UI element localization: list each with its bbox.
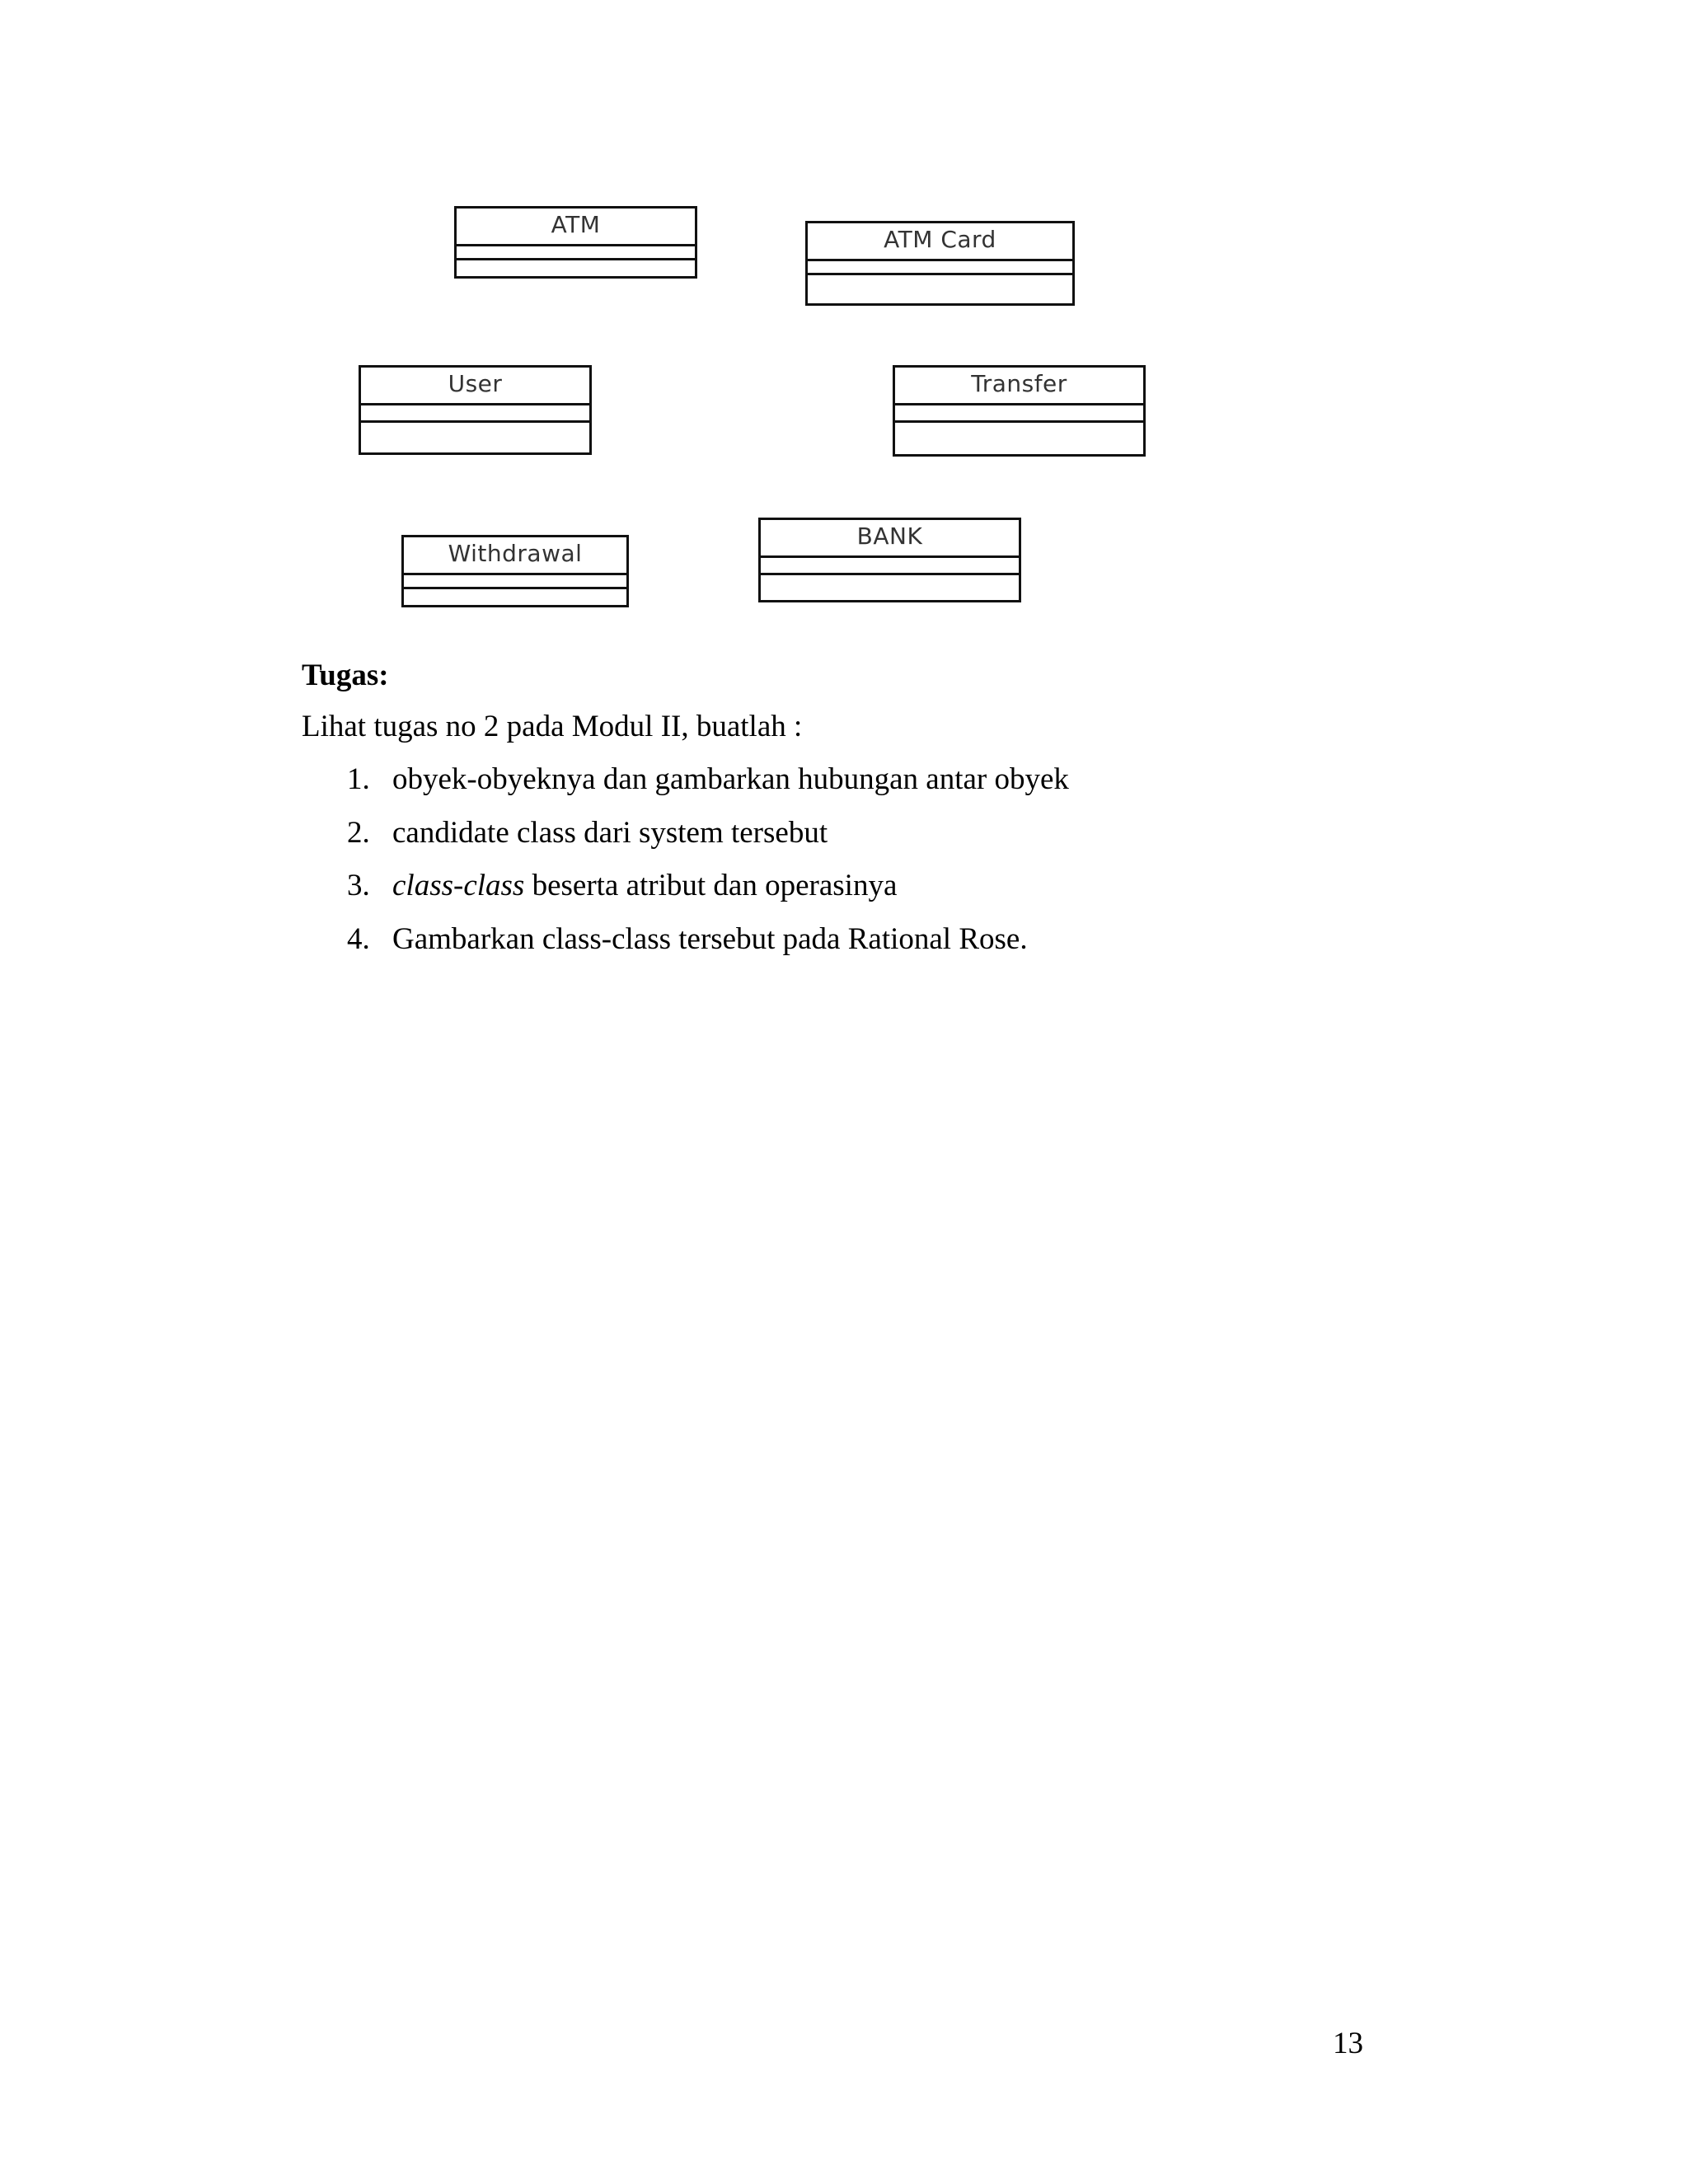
- list-item-text: [392, 866, 897, 906]
- list-item-text: [392, 813, 828, 853]
- list-item-text: [392, 760, 1069, 799]
- class-operations-compartment: [808, 275, 1072, 303]
- class-attributes-compartment: [361, 405, 589, 423]
- list-item-number: 2.: [347, 815, 370, 850]
- class-box-withdrawal: [401, 535, 629, 607]
- list-item-number: 4.: [347, 921, 370, 956]
- page-number: 13: [1333, 2027, 1363, 2060]
- task-heading: Tugas:: [302, 658, 389, 692]
- class-attributes-compartment: [761, 558, 1019, 575]
- class-attributes-compartment: [404, 575, 626, 589]
- class-name: BANK: [761, 520, 1019, 558]
- class-box-atm-card: [805, 221, 1075, 306]
- list-item-text-plain: obyek-obyeknya dan gambarkan hubungan antar obyek: [392, 762, 1069, 796]
- class-name: ATM Card: [808, 223, 1072, 261]
- class-name: User: [361, 368, 589, 405]
- list-item-text-plain: Gambarkan class-class tersebut pada Rational Rose.: [392, 921, 1028, 956]
- class-operations-compartment: [761, 575, 1019, 600]
- list-item-number: 3.: [347, 869, 370, 902]
- class-box-atm: [454, 206, 697, 279]
- class-box-transfer: [893, 365, 1146, 457]
- class-box-bank: [758, 518, 1021, 602]
- list-item-text: [392, 920, 1028, 959]
- list-item-number: 1.: [347, 762, 370, 796]
- class-operations-compartment: [457, 260, 695, 276]
- class-name: Withdrawal: [404, 537, 626, 575]
- class-operations-compartment: [404, 589, 626, 605]
- class-box-user: [359, 365, 592, 455]
- list-item-text-plain: candidate class dari system tersebut: [392, 815, 828, 850]
- list-item-text-plain: beserta atribut dan operasinya: [524, 869, 898, 902]
- class-attributes-compartment: [808, 261, 1072, 275]
- class-attributes-compartment: [895, 405, 1143, 423]
- class-name: ATM: [457, 209, 695, 246]
- class-operations-compartment: [895, 423, 1143, 454]
- task-intro: Lihat tugas no 2 pada Modul II, buatlah :: [302, 710, 803, 743]
- list-item-text-italic: class-class: [392, 869, 525, 902]
- class-operations-compartment: [361, 423, 589, 452]
- class-name: Transfer: [895, 368, 1143, 405]
- class-attributes-compartment: [457, 246, 695, 260]
